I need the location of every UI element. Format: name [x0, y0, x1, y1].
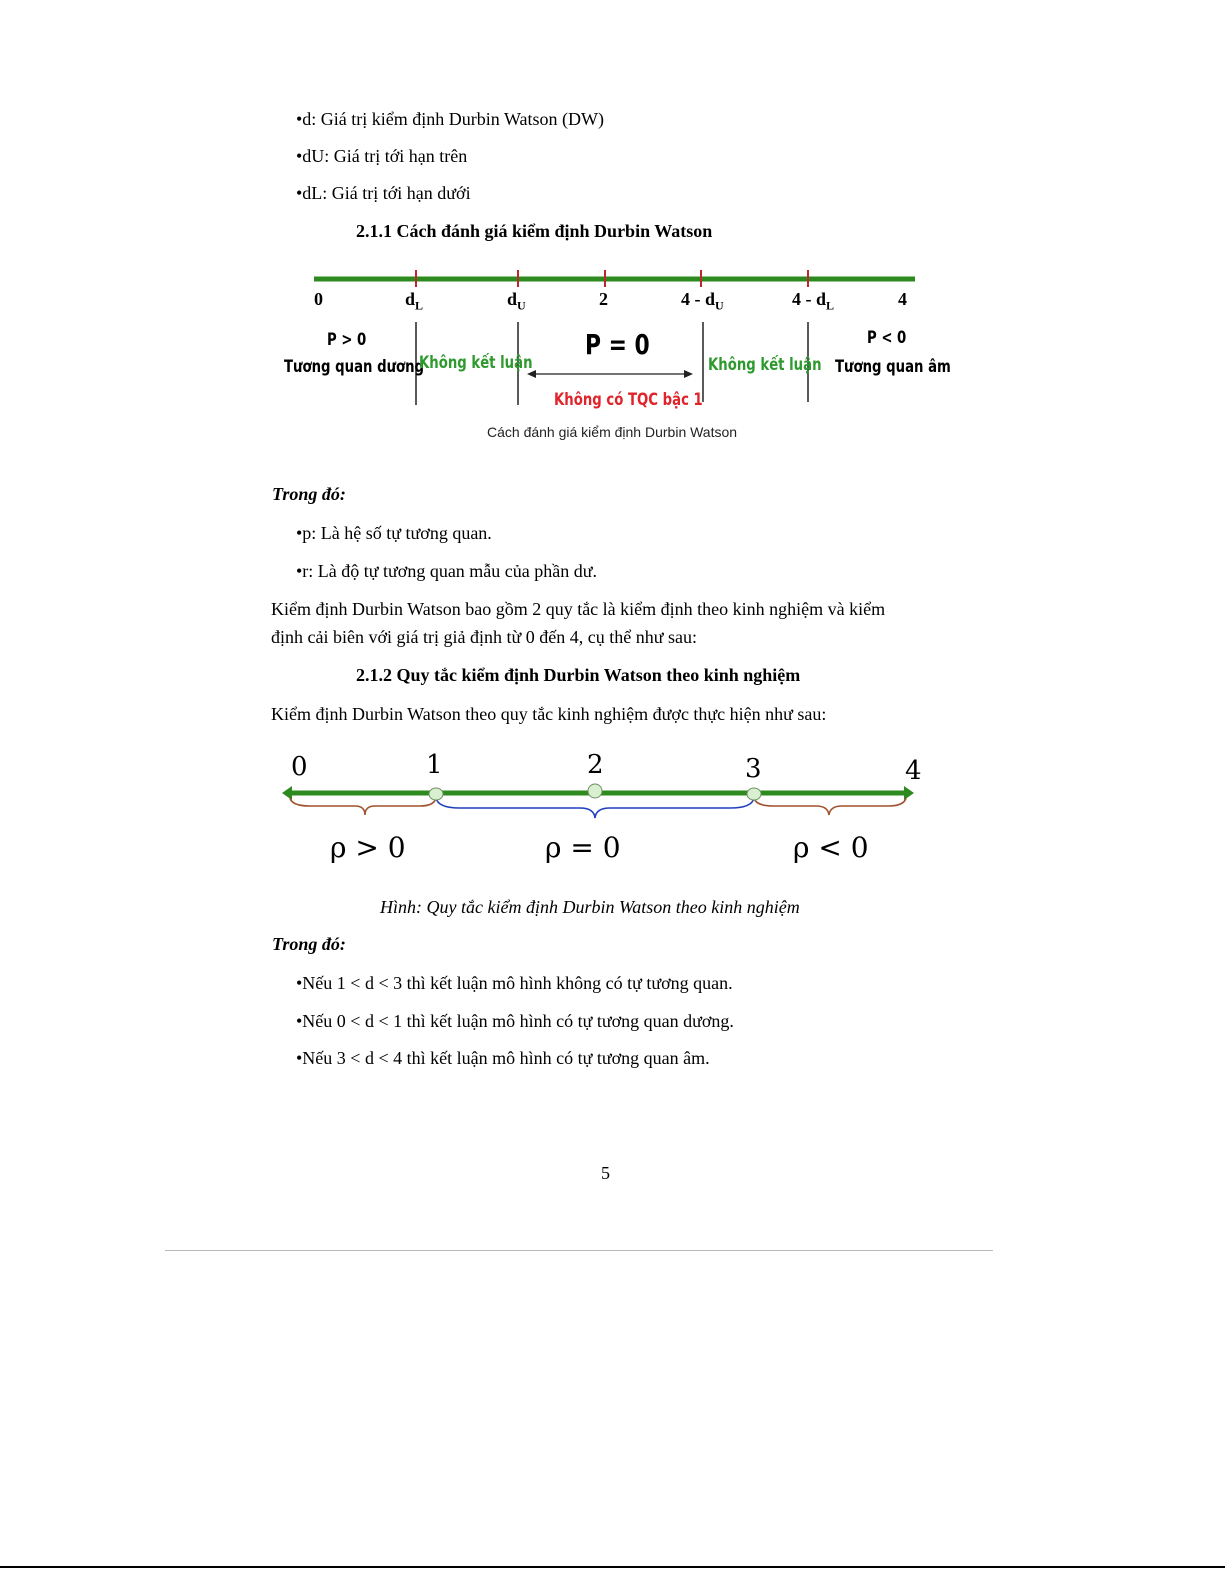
tick-label-du: $d_U$ — [507, 289, 526, 313]
section-heading-2-1-1: 2.1.1 Cách đánh giá kiểm định Durbin Watson — [356, 221, 713, 241]
bullet-r: •r: Là độ tự tương quan mẫu của phần dư. — [296, 561, 598, 581]
bullet-du: •dU: Giá trị tới hạn trên — [296, 146, 468, 166]
brace-rho-positive — [290, 798, 436, 815]
paragraph1-line1: Kiểm định Durbin Watson bao gồm 2 quy tắc là kiểm định theo kinh nghiệm và kiểm — [271, 599, 886, 619]
right-p-label: P < 0 — [867, 328, 907, 348]
brace-rho-zero — [436, 798, 754, 818]
bullet-d: •d: Giá trị kiểm định Durbin Watson (DW) — [296, 109, 604, 129]
region-rho-negative: ρ < 0 — [793, 831, 869, 864]
center-p-label: P = 0 — [585, 328, 650, 361]
rule-tick-4: 4 — [905, 756, 922, 786]
dot-1 — [429, 788, 443, 800]
section-heading-2-1-2: 2.1.2 Quy tắc kiểm định Durbin Watson theo kinh nghiệm — [356, 665, 801, 685]
bullet-p: •p: Là hệ số tự tương quan. — [296, 523, 492, 543]
left-p-label: P > 0 — [327, 330, 367, 350]
no-conclusion-left: Không kết luận — [419, 353, 533, 373]
page-divider — [165, 1250, 993, 1251]
rule-tick-2: 2 — [587, 750, 604, 780]
figure2-lines — [0, 740, 1225, 890]
brace-rho-negative — [754, 798, 906, 815]
rule-tick-3: 3 — [745, 754, 762, 784]
region-rho-zero: ρ = 0 — [545, 831, 621, 864]
arrow-right-head — [684, 370, 693, 378]
dot-2 — [588, 784, 602, 798]
paragraph1-line2: định cải biên với giá trị giả định từ 0 đến 4, cụ thể như sau: — [271, 627, 697, 647]
bullet-no-autocorrelation: •Nếu 1 < d < 3 thì kết luận mô hình không có tự tương quan. — [296, 973, 733, 993]
trong-do-label-1: Trong đó: — [272, 484, 346, 504]
tick-label-0: 0 — [314, 289, 323, 309]
figure-dw-evaluation — [0, 0, 1225, 460]
no-conclusion-right: Không kết luận — [708, 355, 822, 375]
tick-label-4-du: $4 - d_U$ — [681, 289, 724, 313]
figure1-caption: Cách đánh giá kiểm định Durbin Watson — [487, 424, 738, 440]
bottom-border — [0, 1566, 1225, 1568]
paragraph2: Kiểm định Durbin Watson theo quy tắc kinh nghiệm được thực hiện như sau: — [271, 704, 827, 724]
figure-dw-rule-of-thumb — [0, 740, 1225, 890]
tick-label-dl: $d_L$ — [405, 289, 424, 313]
tick-label-4: 4 — [898, 289, 907, 309]
tick-label-4-dl: $4 - d_L$ — [792, 289, 835, 313]
left-region-label: Tương quan dương — [284, 357, 425, 377]
region-rho-positive: ρ > 0 — [330, 831, 406, 864]
tick-label-2: 2 — [599, 289, 608, 309]
page-number: 5 — [601, 1163, 610, 1183]
dot-3 — [747, 788, 761, 800]
bullet-positive-autocorrelation: •Nếu 0 < d < 1 thì kết luận mô hình có tự tương quan dương. — [296, 1011, 734, 1031]
right-region-label: Tương quan âm — [835, 357, 951, 377]
figure2-caption: Hình: Quy tắc kiểm định Durbin Watson theo kinh nghiệm — [380, 897, 800, 917]
rule-tick-0: 0 — [291, 752, 308, 782]
center-region-label: Không có TQC bậc 1 — [554, 390, 703, 410]
bullet-dl: •dL: Giá trị tới hạn dưới — [296, 183, 471, 203]
bullet-negative-autocorrelation: •Nếu 3 < d < 4 thì kết luận mô hình có tự tương quan âm. — [296, 1048, 710, 1068]
rule-tick-1: 1 — [426, 750, 443, 780]
trong-do-label-2: Trong đó: — [272, 934, 346, 954]
